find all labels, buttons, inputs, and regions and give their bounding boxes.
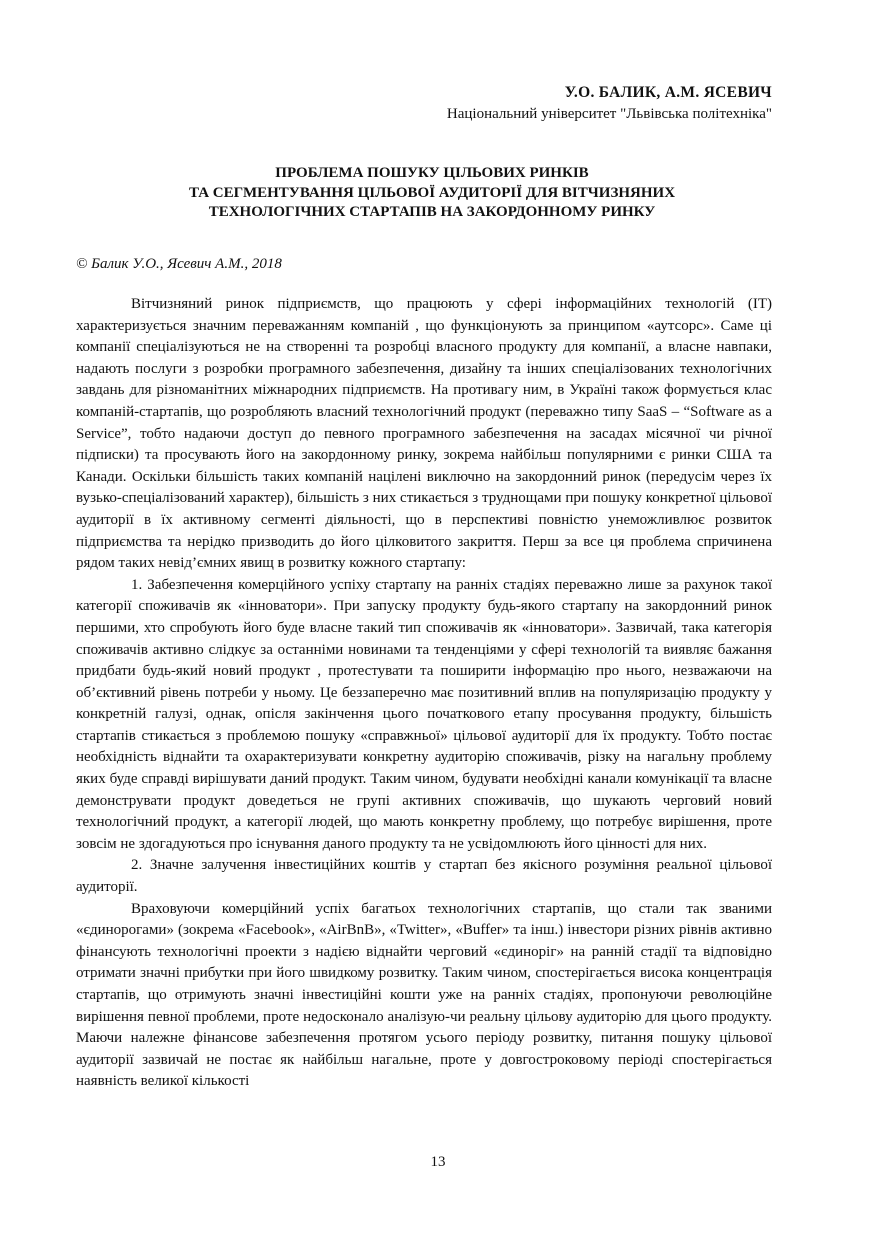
- title-line-1: ПРОБЛЕМА ПОШУКУ ЦІЛЬОВИХ РИНКІВ: [275, 165, 589, 181]
- article-authors: У.О. БАЛИК, А.М. ЯСЕВИЧ: [564, 84, 772, 101]
- page-number: 13: [430, 1154, 446, 1170]
- title-line-3: ТЕХНОЛОГІЧНИХ СТАРТАПІВ НА ЗАКОРДОННОМУ РИНКУ: [208, 204, 656, 220]
- paragraph-intro: Вітчизняний ринок підприємств, що працюють у сфері інформаційних технологій (ІТ) характеризується значним переважанням компаній , що функціонують за принципом «аутсорс». Саме ці компанії спеціалізуються не на створенні та розробці власного продукту для компанії, а власне навпаки, надають послуги з розробки програмного забезпечення, дизайну та інших спеціалізованих технологічних завдань для різноманітних міжнародних підприємств. На противагу ним, в Україні також формується клас компаній-стартапів, що розробляють власний технологічний продукт (переважно типу SaaS – “Software as a Service”, тобто надаючи доступ до певного програмного забезпечення на засадах місячної чи річної підписки) та просувають його на закордонному ринку, зокрема найбільш популярними є ринки США та Канади. Оскільки більшість таких компаній націлені виключно на закордонний ринок (передусім через їх вузько-спеціалізований характер), більшість з них стикається з труднощами при пошуку конкретної цільової аудиторії в їх активному сегменті діяльності, що в перспективі повністю унеможливлює розвиток підприємства та нерідко призводить до його цілковитого закриття. Перш за все ця проблема спричинена рядом таких невід’ємних явищ в розвитку кожного стартапу:: [76, 296, 772, 572]
- paragraph-point-2: 2. Значне залучення інвестиційних коштів у стартап без якісного розуміння реальної цільової аудиторії.: [76, 857, 772, 896]
- paragraph-point-1: 1. Забезпечення комерційного успіху стартапу на ранніх стадіях переважно лише за рахунок такої категорії споживачів як «інноватори». При запуску продукту будь-якого стартапу на закордонний ринок першими, хто спробують його буде власне такий тип споживачів як «інноватори». Зазвичай, така категорія споживачів активно слідкує за останніми новинами та тенденціями у сфері технологій та виявляє бажання придбати будь-який новий продукт , протестувати та поширити інформацію про нього, незважаючи на об’єктивний рівень потреби у ньому. Це беззаперечно має позитивний вплив на популяризацію продукту у конкретній галузі, однак, опісля закінчення цього початкового етапу просування продукту, більшість стартапів стикається з проблемою пошуку «справжньої» цільової аудиторії для їх продукту. Тобто постає необхідність віднайти та охарактеризувати конкретну аудиторію споживачів, різку на нагальну проблему яких буде справді вирішувати даний продукт. Таким чином, будувати необхідні канали комунікації та власне демонструвати продукт доведеться не групі активних споживачів, що шукають черговий новий технологічний продукт, а категорії людей, що мають конкретну проблему, що потребує вирішення, проте зовсім не здогадуються про існування даного продукту та не усвідомлюють його цінності для них.: [76, 576, 772, 852]
- paragraph-investments: Враховуючи комерційний успіх багатьох технологічних стартапів, що стали так званими «єдинорогами» (зокрема «Facebook», «AirBnB», «Twitter», «Buffer» та інш.) інвестори різних рівнів активно фінансують технологічні проекти з надією віднайти черговий «єдиноріг» на ранній стадії та відповідно отримати значні прибутки при його швидкому розвитку. Таким чином, спостерігається висока концентрація стартапів, що отримують значні інвестиційні кошти уже на ранніх стадіях, пропонуючи революційне вирішення певної проблеми, проте недосконало аналізую-чи реальну цільову аудиторію для цього продукту. Маючи належне фінансове забезпечення протягом усього періоду розвитку, питання пошуку цільової аудиторії зазвичай не постає як найбільш нагальне, проте у довгостроковому періоді спостерігається наявність великої кількості: [76, 900, 772, 1090]
- author-affiliation: Національний університет "Львівська політехніка": [446, 106, 772, 122]
- article-body: [76, 294, 772, 1093]
- article-title: [76, 164, 788, 223]
- copyright-notice: © Балик У.О., Ясевич А.М., 2018: [76, 256, 282, 272]
- title-line-2: ТА СЕГМЕНТУВАННЯ ЦІЛЬОВОЇ АУДИТОРІЇ ДЛЯ ВІТЧИЗНЯНИХ: [188, 184, 676, 201]
